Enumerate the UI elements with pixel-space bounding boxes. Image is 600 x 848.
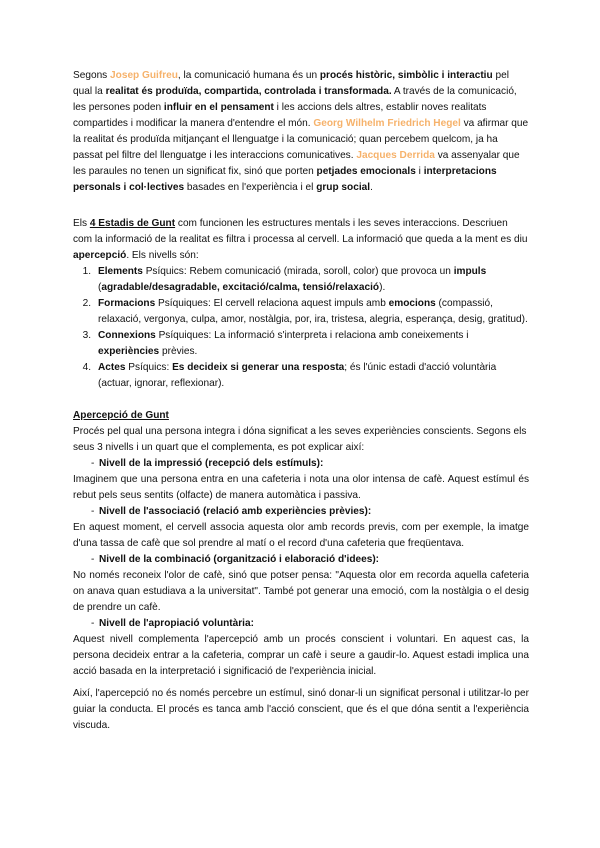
intro-text: i les accions dels altres, establir noves realitats compartides i modificar la manera d'entendre el món. — [73, 102, 487, 129]
intro-text: , la comunicació humana és un — [177, 70, 320, 81]
level-heading — [73, 552, 529, 568]
intro-text: basades en l'experiència i el — [184, 182, 317, 193]
intro-text: va assenyalar que les paraules no tenen un significat fix, sinó que porten — [73, 150, 520, 177]
intro-bold: grup social — [316, 182, 371, 193]
list-item-text: Psíquics: Rebem comunicació (mirada, soroll, color) que provoca un — [142, 266, 454, 277]
intro-paragraph — [73, 68, 529, 196]
estadis-text: . Els nivells són: — [126, 250, 199, 261]
list-item-bold: experiències — [98, 346, 160, 357]
list-item-name: Formacions — [98, 298, 156, 309]
apercepcio-section — [73, 408, 529, 680]
intro-text: va afirmar que la realitat és produïda mitjançant el llenguatge i la comunicació; quan percebem quelcom, ja ha passat pel filtre del llenguatge i les interaccions comunicatives. — [73, 118, 529, 161]
level-title: Nivell de l'associació (relació amb experiències prèvies): — [99, 506, 372, 517]
list-item-bold: emocions — [388, 298, 436, 309]
estadis-section — [73, 216, 529, 392]
intro-bold: procés històric, simbòlic i interactiu — [319, 70, 493, 81]
intro-text: Segons — [73, 70, 111, 81]
list-item-name: Actes — [98, 362, 126, 373]
estadis-text: com funcionen les estructures mentals i les seves interaccions. Descriuen com la informació de la realitat es filtra i processa al cervell. La informació que queda a la ment es diu — [73, 218, 528, 245]
dash-bullet: - — [91, 618, 95, 629]
estadis-list — [73, 264, 529, 392]
level-title: Nivell de la combinació (organització i elaboració d'idees): — [99, 554, 380, 565]
list-item-text: Psíquiques: El cervell relaciona aquest impuls amb — [155, 298, 389, 309]
list-number: 4. — [82, 362, 91, 373]
list-number: 3. — [82, 330, 91, 341]
author-hegel: Georg Wilhelm Friedrich Hegel — [313, 118, 461, 129]
conclusion-paragraph — [73, 686, 529, 734]
estadis-bold: apercepció — [73, 250, 127, 261]
intro-bold: petjades emocionals — [316, 166, 416, 177]
intro-text: i — [415, 166, 424, 177]
intro-text: . — [370, 182, 373, 193]
list-item-text: ( — [98, 282, 102, 293]
intro-bold: interpretacions personals i col·lectives — [73, 166, 497, 193]
list-item-name: Elements — [98, 266, 143, 277]
estadis-title: 4 Estadis de Gunt — [89, 218, 176, 229]
intro-text: A través de la comunicació, les persones poden — [73, 86, 517, 113]
level-heading — [73, 456, 529, 472]
level-text: No només reconeix l'olor de cafè, sinó que potser pensa: "Aquesta olor em recorda aquella cafeteria on anava quan estudiava a la universitat". També pot generar una emoció, com la nostàlgia o el desig de prendre un cafè. — [73, 570, 529, 613]
level-text: Imaginem que una persona entra en una cafeteria i nota una olor intensa de cafè. Aquest estímul és rebut pels seus sentits (olfacte) de manera automàtica i passiva. — [73, 474, 529, 501]
level-title: Nivell de l'apropiació voluntària: — [99, 618, 254, 629]
list-item-bold: agradable/desagradable, excitació/calma, tensió/relaxació — [101, 282, 380, 293]
level-heading — [73, 504, 529, 520]
intro-bold: influir en el pensament — [163, 102, 274, 113]
level-heading — [73, 616, 529, 632]
list-item-text: ). — [379, 282, 386, 293]
dash-bullet: - — [91, 506, 95, 517]
author-guifreu: Josep Guifreu — [110, 70, 178, 81]
level-text: En aquest moment, el cervell associa aquesta olor amb records previs, com per exemple, la imatge d'una tassa de cafè que sol prendre al matí o el record d'una cafeteria que freqüentava. — [73, 522, 529, 549]
list-item-bold: Es decideix si generar una resposta — [172, 362, 345, 373]
list-item-text: ; és l'únic estadi d'acció voluntària (actuar, ignorar, reflexionar). — [98, 362, 497, 389]
list-item — [73, 296, 529, 328]
list-item-name: Connexions — [98, 330, 156, 341]
intro-bold: realitat és produïda, compartida, controlada i transformada. — [105, 86, 392, 97]
list-item-text: Psíquiques: La informació s'interpreta i relaciona amb coneixements i — [155, 330, 469, 341]
dash-bullet: - — [91, 458, 95, 469]
list-item — [73, 360, 529, 392]
dash-bullet: - — [91, 554, 95, 565]
list-number: 1. — [82, 266, 91, 277]
list-item — [73, 328, 529, 360]
list-item-text: Psíquics: — [125, 362, 173, 373]
list-item-bold: impuls — [453, 266, 487, 277]
apercepcio-intro: Procés pel qual una persona integra i dóna significat a les seves experiències conscients. Segons els seus 3 nivells i un quart que el complementa, es pot explicar així: — [73, 426, 527, 453]
level-title: Nivell de la impressió (recepció dels estímuls): — [99, 458, 324, 469]
list-item-text: (compassió, relaxació, vergonya, culpa, amor, nostàlgia, por, ira, tristesa, alegria, esperança, desig, gratitud). — [98, 298, 528, 325]
apercepcio-title: Apercepció de Gunt — [73, 410, 169, 421]
list-item — [73, 264, 529, 296]
list-number: 2. — [82, 298, 91, 309]
list-item-text: prèvies. — [159, 346, 198, 357]
conclusion-text: Així, l'apercepció no és només percebre un estímul, sinó donar-li un significat personal i utilitzar-lo per guiar la conducta. El procés es tanca amb l'acció conscient, que és el que dóna sentit a l'experiència viscuda. — [73, 688, 529, 731]
intro-text: pel qual la — [73, 70, 509, 97]
level-text: Aquest nivell complementa l'apercepció amb un procés conscient i voluntari. En aquest cas, la persona decideix entrar a la cafeteria, comprar un cafè i seure a gaudir-lo. Aquest estadi implica una acció basada en la interpretació i significació de l'experiència inicial. — [73, 634, 529, 677]
author-derrida: Jacques Derrida — [356, 150, 435, 161]
estadis-text: Els — [73, 218, 90, 229]
